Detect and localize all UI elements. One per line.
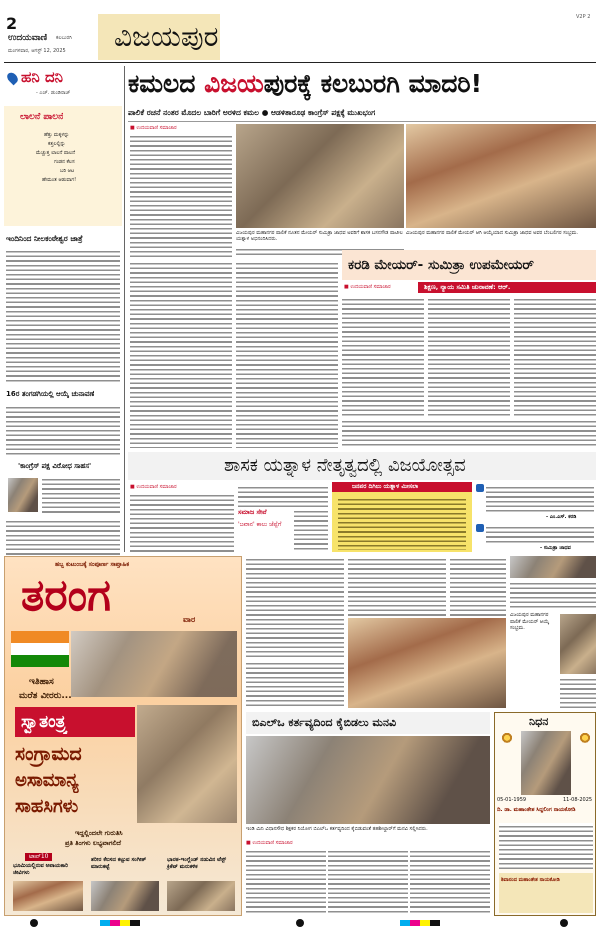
poem-line: ಕತ್ತಲಲ್ಲಿನ್ನು bbox=[48, 141, 66, 147]
victory-lower-col1-cont bbox=[246, 660, 344, 708]
ad-bottom-mid-title: ಶರೀರ ಕೆಲಸದ ಕಟ್ಟುವ ಸಂಗೀತ್ ಮಾರುಕಟ್ಟೆ bbox=[91, 857, 147, 870]
blo-photo bbox=[246, 736, 490, 824]
sidebar-story2-title: 16ರ ತಂಗಡಗಿಯಲ್ಲಿ ಆಯ್ಕೆ ಚುನಾವಣೆ bbox=[6, 390, 95, 398]
date-line: ಮಂಗಳವಾರ, ಆಗಸ್ಟ್ 12, 2025 bbox=[8, 48, 66, 54]
corner-code: V2P 2 bbox=[576, 14, 591, 20]
victory-lower-col2 bbox=[348, 556, 446, 616]
side-story-photo bbox=[510, 556, 596, 578]
right-quote2-author: - ಸುಮಿತ್ರಾ ಜಾಧವ bbox=[540, 545, 571, 551]
mayor-headline: ಕರಡಿ ಮೇಯರ್‌- ಸುಮಿತ್ರಾ ಉಪಮೇಯರ್‌ bbox=[348, 257, 534, 273]
hani-dani-box bbox=[4, 64, 122, 106]
poem-title: ಲಾಲನೆ ಪಾಲನೆ bbox=[20, 112, 64, 122]
footer-print-marks bbox=[0, 918, 600, 928]
blo-photo-caption: ಇಂಡಿ ಮಿನಿ ವಿಧಾನಸೌಧ ಶಿಕ್ಷಕರ ನಿಯೋಗ ಬಿಎಲ್‌ಒ ಕರ್ತವ್ಯದಿಂದ ಕೈಬಿಡುವಂತೆ ತಹಶೀಲ್ದಾರ್‌ಗೆ ಮನವಿ ಸಲ್ಲಿಸಿದರು. bbox=[246, 826, 428, 832]
registration-mark bbox=[30, 919, 38, 927]
sidebar-story2-body bbox=[6, 404, 120, 456]
hani-dani-byline: - ಎಚ್‌. ಡುಂಡಿರಾಜ್ bbox=[36, 90, 71, 96]
victory-right-quotes bbox=[476, 482, 596, 552]
ad-portraits bbox=[71, 631, 237, 697]
victory-col1-body bbox=[130, 492, 234, 552]
main-photo-left-caption: ವಿಜಯಪುರ ಮಹಾನಗರ ಪಾಲಿಕೆ ನೂತನ ಮೇಯರ್ ಸುಮಿತ್ರಾ ಜಾಧವ ಅವರಿಗೆ ಶಾಸಕ ಬಸನಗೌಡ ಪಾಟೀಲ ಯತ್ನಾಳ ಅಭಿನಂದಿಸಿದರು. bbox=[236, 230, 403, 242]
right-quote1-body bbox=[486, 484, 594, 512]
ad-bottom-mid bbox=[89, 853, 161, 913]
sidebar-column bbox=[4, 64, 122, 554]
color-bar bbox=[400, 920, 440, 926]
thumbs-up-icon bbox=[476, 484, 484, 492]
droplet-icon bbox=[5, 71, 20, 86]
page-number: 2 bbox=[6, 14, 18, 33]
ad-bottom-right-title: ಭಾರತ-ಇಂಗ್ಲೆಂಡ್ ನಡುವಿನ ಟೆಸ್ಟ್ ಕ್ರಿಕೆಟ್ ಮರುಕಳಿಕ bbox=[167, 857, 227, 870]
ad-logo-sub: ವಾರ bbox=[183, 615, 196, 624]
ad-price-line2: ಪ್ರತಿ ತಿಂಗಳು ಲಭ್ಯವಾಗಲಿದೆ bbox=[65, 839, 121, 847]
mayor-body-col1 bbox=[342, 296, 424, 416]
mayor-body-col2 bbox=[428, 296, 510, 416]
victory-headline: ಶಾಸಕ ಯತ್ನಾಳ ನೇತೃತ್ವದಲ್ಲಿ ವಿಜಯೋತ್ಸವ bbox=[224, 455, 466, 476]
ad-hero-image bbox=[137, 705, 237, 823]
poem-line: ಹೆತ್ತು ಮಕ್ಕಳನ್ನು bbox=[44, 132, 70, 138]
main-col1-body bbox=[130, 133, 232, 257]
sidebar-story3-body bbox=[42, 476, 120, 516]
registration-mark bbox=[296, 919, 304, 927]
ad-bottom-left bbox=[11, 853, 85, 913]
masthead bbox=[0, 0, 600, 66]
ad-bottom-left-image bbox=[13, 881, 83, 911]
main-photo-right bbox=[406, 124, 596, 228]
victory-pullquote bbox=[238, 508, 292, 552]
victory-dateline: ■ ಉದಯವಾಣಿ ಸಮಾಚಾರ bbox=[130, 484, 177, 490]
ad-logo: ತರಂಗ bbox=[21, 570, 111, 621]
paper-name: ಉದಯವಾಣಿ bbox=[8, 33, 48, 43]
obituary-heading: ನಿಧನ bbox=[529, 715, 549, 728]
masthead-rule bbox=[4, 62, 596, 63]
pullquote-title: ಸಮಾಜ ಸೇವೆ bbox=[238, 508, 267, 516]
main-headline bbox=[128, 66, 596, 104]
registration-mark bbox=[560, 919, 568, 927]
sidebar-divider bbox=[124, 66, 125, 552]
ad-bottom-left-title: ಭೂಮಿಯಲ್ಲಿರುವ ಅಪಾಯಕಾರಿ ಜೀವಿಗಳು bbox=[13, 863, 68, 876]
oil-lamp-icon bbox=[501, 733, 513, 749]
ad-bottom-right-image bbox=[167, 881, 235, 911]
main-headline-part2: ಪುರಕ್ಕೆ ಕಲಬುರಗಿ ಮಾದರಿ! bbox=[263, 69, 482, 98]
obituary-footer bbox=[499, 873, 593, 913]
blo-headline: ಬಿಎಲ್‌ಒ ಕರ್ತವ್ಯದಿಂದ ಕೈಬಿಡಲು ಮನವಿ bbox=[252, 716, 397, 729]
blo-body-col1 bbox=[246, 848, 326, 914]
main-headline-part1: ಕಮಲದ bbox=[128, 69, 205, 98]
sidebar-story3-title: 'ಕಾಂಗ್ರೆಸ್ ಪಕ್ಷ ವಿರೋಧ ಸಾಹಸ' bbox=[18, 462, 92, 470]
main-subhead-rule bbox=[128, 121, 596, 122]
poem-line: ಹೇಮಂತ ಆಡುವಾಗ! bbox=[42, 177, 77, 183]
ad-banner3: ಅಸಾಮಾನ್ಯ bbox=[15, 770, 79, 791]
oil-lamp-icon bbox=[579, 733, 591, 749]
obituary-birth: 05-01-1959 bbox=[497, 797, 527, 803]
pullquote-text: 'ಜವಾನ' ಕಾಲು ಜೆಪ್ಪೆಗೆ bbox=[238, 521, 282, 528]
color-bar bbox=[100, 920, 140, 926]
poem-box bbox=[4, 106, 122, 226]
ad-banner2: ಸಂಗ್ರಾಮದ bbox=[15, 743, 82, 765]
blo-body-col3 bbox=[410, 848, 490, 914]
sidebar-portrait bbox=[8, 478, 38, 512]
section-header-bar bbox=[98, 14, 220, 60]
ad-banner1-box bbox=[15, 707, 135, 737]
side-story-text: ವಿಜಯಪುರ ಮಹಾನಗರ ಪಾಲಿಕೆ ಮೇಯರ್ ಆಯ್ಕೆ ಸಂಭ್ರಮ. bbox=[510, 612, 550, 631]
ad-caption2: ಮರೆತ ವೀರರು... bbox=[19, 691, 72, 701]
blo-dateline: ■ ಉದಯವಾಣಿ ಸಮಾಚಾರ bbox=[246, 840, 293, 846]
mayor-headline-box bbox=[342, 250, 596, 280]
obituary-portrait bbox=[521, 731, 571, 795]
mayor-dateline: ■ ಉದಯವಾಣಿ ಸಮಾಚಾರ bbox=[344, 284, 391, 290]
side-story-body-cont bbox=[560, 676, 596, 708]
main-col2-body-cont bbox=[236, 260, 338, 448]
yellow-box-title-bar bbox=[332, 482, 472, 492]
main-dateline: ■ ಉದಯವಾಣಿ ಸಮಾಚಾರ bbox=[130, 125, 177, 131]
thumbs-up-icon bbox=[476, 524, 484, 532]
victory-yellow-box bbox=[332, 482, 472, 552]
victory-photo bbox=[348, 618, 506, 708]
edition-label: ಕಲಬುರಗಿ bbox=[56, 35, 72, 41]
ad-price-line1: ಇದ್ದಲ್ಲಿಂದಲೇ ಗುರುತಿಸಿ bbox=[75, 829, 123, 837]
yellow-box-body bbox=[338, 496, 466, 550]
poem-line: ಗಂಡನ ಕೆಲಸ bbox=[54, 159, 75, 165]
poem-line: ಮೆಚ್ಚುತ್ತ ಲಾಲನೆ ಪಾಲನೆ bbox=[36, 150, 76, 156]
victory-col2-body bbox=[238, 484, 328, 508]
ad-banner4: ಸಾಹಸಿಗಳು bbox=[15, 796, 79, 817]
ad-bottom-right bbox=[165, 853, 237, 913]
blo-headline-box bbox=[246, 712, 490, 734]
sidebar-story1-body bbox=[6, 248, 120, 384]
obituary-name: ದಿ. ಡಾ. ಮಹಾಂತೇಶ ಸಿದ್ದಲಿಂಗ ನಾಯಕೋಡಿ bbox=[497, 807, 576, 813]
obituary-body bbox=[499, 823, 593, 869]
main-col1-body-cont bbox=[130, 260, 232, 448]
mayor-body-col3 bbox=[514, 296, 596, 416]
yellow-box-title: ಜನಪರ ದಿಗಿಲು ಯತ್ನಾಳ ಮೀಸಲಾ bbox=[352, 483, 419, 490]
main-headline-highlight: ವಿಜಯ bbox=[204, 69, 264, 98]
victory-lower-col1 bbox=[246, 556, 344, 658]
ad-caption1: ಇತಿಹಾಸ bbox=[29, 677, 54, 687]
ad-bottom-left-tag: ಟಾಪ್‌10 bbox=[25, 853, 52, 861]
ad-top-line: ಹಬ್ಬ ಕುಟುಂಬಕ್ಕೆ ಸಂಪೂರ್ಣ ಸಾಪ್ತಾಹಿಕ bbox=[55, 561, 130, 568]
obituary-footer-title: ಶಿವಾನಂದ ಮಹಾಂತೇಶ ನಾಯಕೋಡಿ bbox=[501, 877, 560, 883]
section-title: ವಿಜಯಪುರ bbox=[114, 20, 219, 53]
hani-dani-logo: ಹನಿ ದನಿ bbox=[21, 68, 63, 86]
side-story-body bbox=[510, 580, 596, 610]
mayor-kicker-box bbox=[418, 282, 596, 293]
ad-bottom-mid-image bbox=[91, 881, 159, 911]
victory-headline-box bbox=[128, 452, 596, 480]
victory-col2-body-cont bbox=[294, 508, 328, 552]
poem-line: ಬರಿ ಆಟ bbox=[60, 168, 75, 174]
obituary-box bbox=[494, 712, 596, 916]
victory-lower-col3 bbox=[450, 556, 506, 616]
mayor-body-row2 bbox=[342, 418, 596, 448]
main-subhead: ಪಾಲಿಕೆ ರಚನೆ ನಂತರ ಮೊದಲ ಬಾರಿಗೆ ಅರಳಿದ ಕಮಲ ● ಆಡಳಿತಾರೂಢ ಕಾಂಗ್ರೆಸ್ ಪಕ್ಷಕ್ಕೆ ಮುಖಭಂಗ bbox=[128, 108, 376, 117]
side-story-portrait bbox=[560, 614, 596, 674]
tharanga-ad bbox=[4, 556, 242, 916]
right-quote1-author: - ಎಂ.ಎಸ್‌. ಕರಡಿ bbox=[546, 514, 577, 520]
blo-body-col2 bbox=[328, 848, 408, 914]
main-photo-left bbox=[236, 124, 404, 228]
ad-banner1: ಸ್ವಾತಂತ್ರ್ಯ bbox=[21, 712, 69, 732]
obituary-death: 11-08-2025 bbox=[563, 797, 593, 803]
sidebar-story1-title: ಇಂದಿನಿಂದ ನೀಲಕಂಠೇಶ್ವರ ಜಾತ್ರೆ bbox=[6, 234, 83, 243]
main-photo-right-caption: ವಿಜಯಪುರ ಮಹಾನಗರ ಪಾಲಿಕೆ ಮೇಯರ್ ಆಗಿ ಆಯ್ಕೆಯಾದ ಸುಮಿತ್ರಾ ಜಾಧವ ಅವರ ಬೆಂಬಲಿಗರ ಸಂಭ್ರಮ. bbox=[406, 230, 578, 236]
right-quote2-body bbox=[486, 524, 594, 544]
mayor-kicker: ಶಿಕ್ಷಣ, ನ್ಯಾಯ ಸಮಿತಿ ಚುನಾವಣೆ: ಆರ್‌. bbox=[424, 283, 511, 291]
india-flag-icon bbox=[11, 631, 69, 667]
